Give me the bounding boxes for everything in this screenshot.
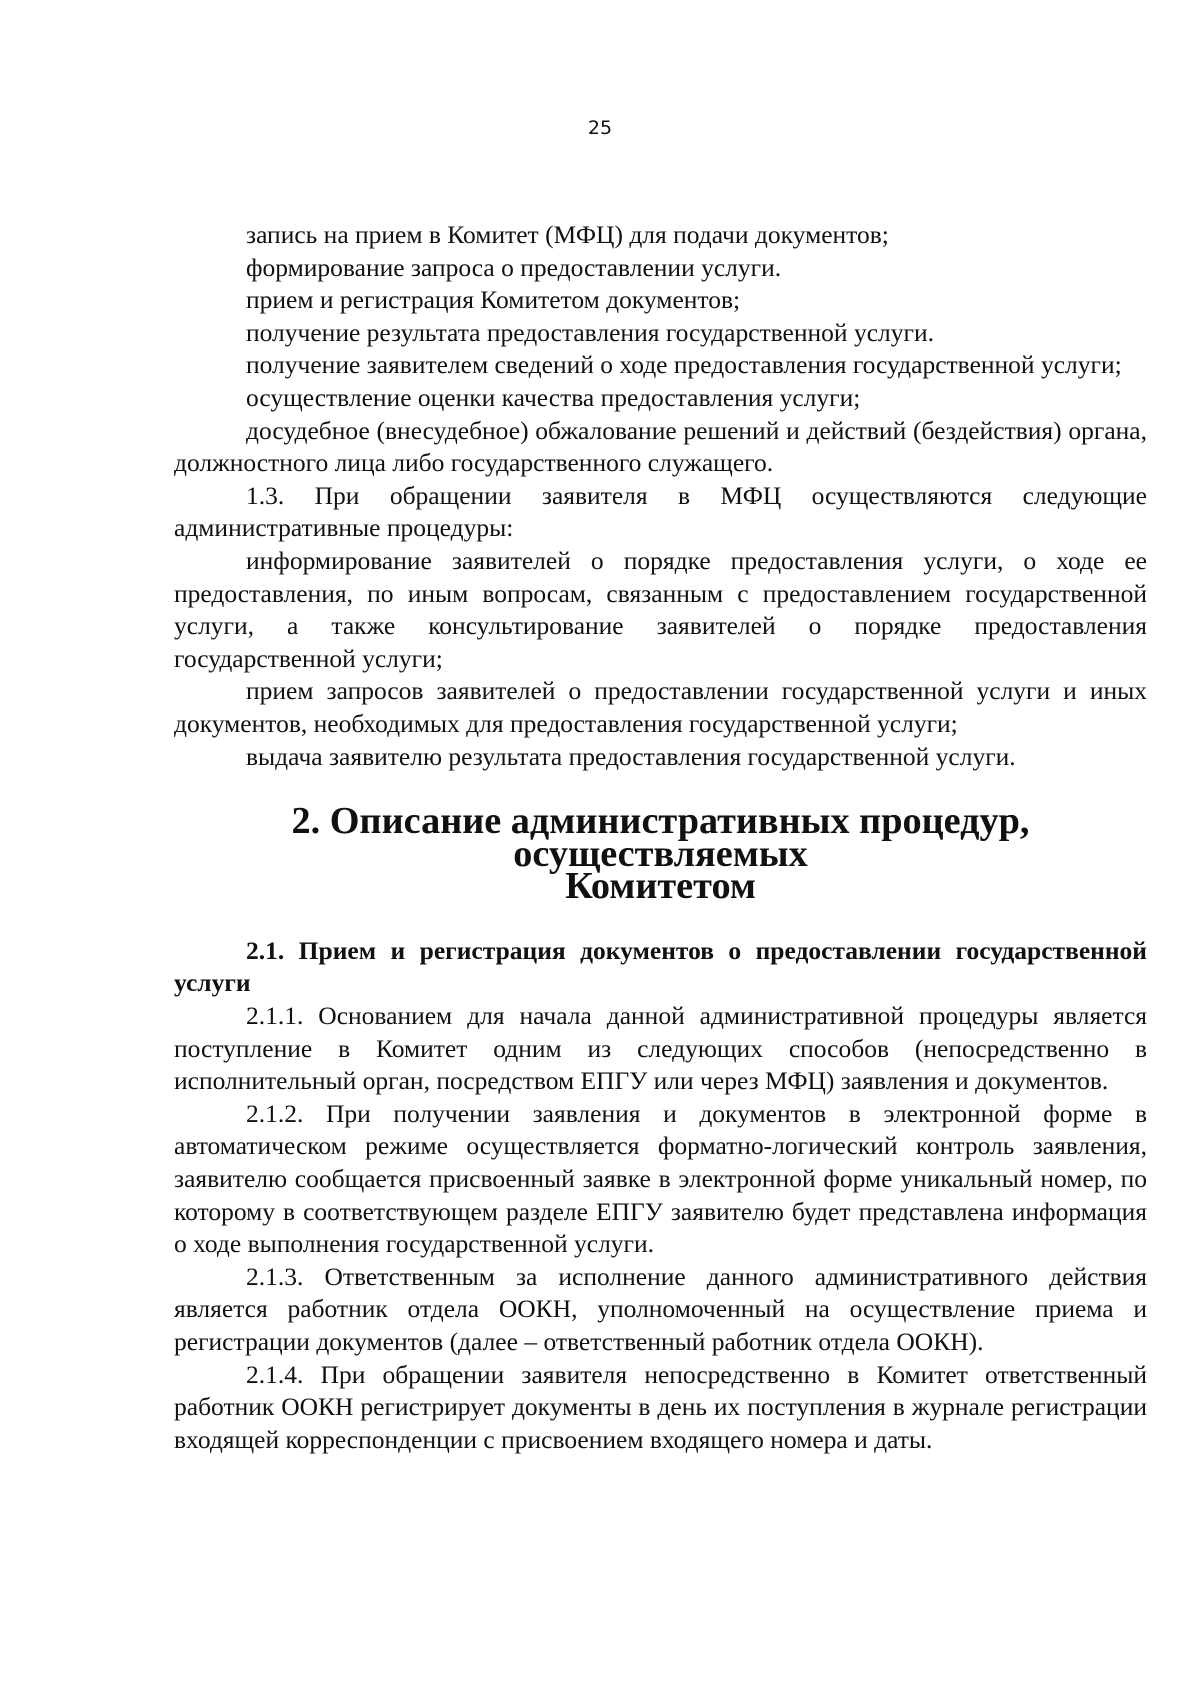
section-heading-line: 2. Описание административных процедур, осуществляемых <box>291 800 1030 875</box>
document-body <box>174 219 1147 1456</box>
paragraph: получение заявителем сведений о ходе предоставления государственной услуги; <box>246 350 1122 380</box>
paragraph: получение результата предоставления государственной услуги. <box>246 317 934 347</box>
page-number: 25 <box>587 117 613 139</box>
paragraph: прием запросов заявителей о предоставлении государственной услуги и иных документов, необходимых для предоставления государственной услуги; <box>174 676 1147 738</box>
subsection-heading: 2.1. Прием и регистрация документов о предоставлении государственной услуги <box>174 935 1147 998</box>
paragraph: 2.1.1. Основанием для начала данной административной процедуры является поступление в Комитет одним из следующих способов (непосредственно в исполнительный орган, посредством ЕПГУ или через МФЦ) заявления и документов. <box>174 1001 1147 1096</box>
section-heading <box>174 800 1147 908</box>
paragraph: досудебное (внесудебное) обжалование решений и действий (бездействия) органа, должностного лица либо государственного служащего. <box>174 415 1147 478</box>
section-heading-line: Комитетом <box>565 865 756 908</box>
paragraph: прием и регистрация Комитетом документов; <box>246 285 741 315</box>
paragraph: 1.3. При обращении заявителя в МФЦ осуществляются следующие административные процедуры: <box>174 480 1147 543</box>
paragraph: 2.1.3. Ответственным за исполнение данного административного действия является работник отдела ООКН, уполномоченный на осуществление приема и регистрации документов (далее – ответственный работник отдела ООКН). <box>174 1261 1147 1356</box>
paragraph: информирование заявителей о порядке предоставления услуги, о ходе ее предоставления, по иным вопросам, связанным с предоставлением государственной услуги, а также консультирование заявителей о порядке предоставления государственной услуги; <box>174 545 1147 673</box>
paragraph: 2.1.4. При обращении заявителя непосредственно в Комитет ответственный работник ООКН регистрирует документы в день их поступления в журнале регистрации входящей корреспонденции с присвоением входящего номера и даты. <box>174 1359 1147 1454</box>
paragraph: 2.1.2. При получении заявления и документов в электронной форме в автоматическом режиме осуществляется форматно-логический контроль заявления, заявителю сообщается присвоенный заявке в электронной форме уникальный номер, по которому в соответствующем разделе ЕПГУ заявителю будет представлена информация о ходе выполнения государственной услуги. <box>174 1098 1147 1259</box>
paragraph: запись на прием в Комитет (МФЦ) для подачи документов; <box>246 220 889 249</box>
paragraph: формирование запроса о предоставлении услуги. <box>246 252 782 282</box>
paragraph: выдача заявителю результата предоставления государственной услуги. <box>246 741 1016 771</box>
paragraph: осуществление оценки качества предоставления услуги; <box>246 382 861 412</box>
